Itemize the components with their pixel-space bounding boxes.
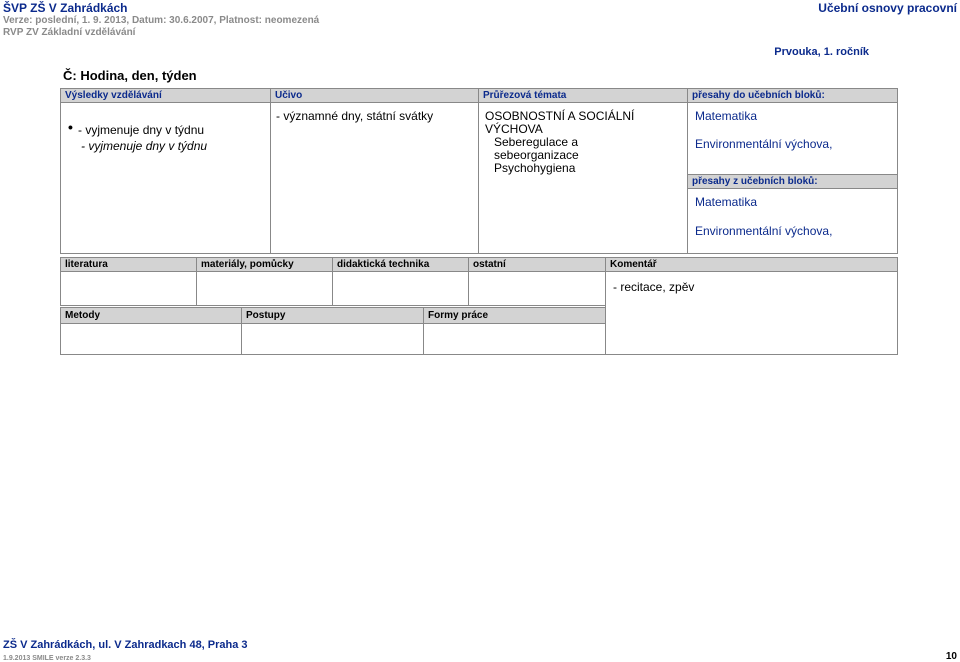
postupy-cell — [241, 323, 424, 355]
header-presahy-z: přesahy z učebních bloků: — [688, 174, 897, 189]
prurez-item: sebeorganizace — [494, 148, 579, 162]
metody-cell — [60, 323, 242, 355]
header-materialy: materiály, pomůcky — [196, 257, 333, 272]
header-didakticka: didaktická technika — [332, 257, 469, 272]
header-presahy-do: přesahy do učebních bloků: — [687, 88, 898, 103]
header-formy-prace: Formy práce — [423, 307, 606, 324]
header-ucivo: Učivo — [270, 88, 479, 103]
header-metody: Metody — [60, 307, 242, 324]
rvp-line: RVP ZV Základní vzdělávání — [3, 27, 136, 38]
presahy-z-item: Matematika — [695, 195, 758, 209]
header-vysledky: Výsledky vzdělávání — [60, 88, 271, 103]
prurez-item: Seberegulace a — [494, 135, 579, 149]
grade-label: Prvouka, 1. ročník — [774, 46, 869, 58]
presahy-do-item: Environmentální výchova, — [695, 137, 833, 151]
vysledky-cell — [60, 102, 271, 254]
presahy-cell — [687, 102, 898, 254]
header-komentar: Komentář — [605, 257, 898, 272]
presahy-do-item: Matematika — [695, 109, 758, 123]
header-prurezova: Průřezová témata — [478, 88, 688, 103]
prurez-item: Psychohygiena — [494, 161, 576, 175]
footer-smile: 1.9.2013 SMILE verze 2.3.3 — [3, 655, 91, 662]
prurezova-cell — [478, 102, 688, 254]
footer-address: ZŠ V Zahrádkách, ul. V Zahradkach 48, Praha 3 — [3, 639, 248, 651]
komentar-text: - recitace, zpěv — [613, 280, 695, 294]
school-title: ŠVP ZŠ V Zahrádkách — [3, 1, 128, 15]
header-postupy: Postupy — [241, 307, 424, 324]
header-literatura: literatura — [60, 257, 197, 272]
ucivo-item: - významné dny, státní svátky — [276, 109, 434, 123]
komentar-cell — [605, 271, 898, 355]
materialy-cell — [196, 271, 333, 306]
presahy-z-item: Environmentální výchova, — [695, 224, 833, 238]
ostatni-cell — [468, 271, 606, 306]
section-title: Č: Hodina, den, týden — [63, 68, 197, 83]
header-ostatni: ostatní — [468, 257, 606, 272]
page-number: 10 — [945, 651, 957, 662]
prurez-title-line1: OSOBNOSTNÍ A SOCIÁLNÍ — [485, 109, 635, 123]
didakticka-cell — [332, 271, 469, 306]
ucivo-cell — [270, 102, 479, 254]
prurez-title-line2: VÝCHOVA — [485, 122, 543, 136]
literatura-cell — [60, 271, 197, 306]
version-line: Verze: poslední, 1. 9. 2013, Datum: 30.6.2007, Platnost: neomezená — [3, 15, 320, 26]
formy-prace-cell — [423, 323, 606, 355]
vysledky-item: - vyjmenuje dny v týdnu — [78, 123, 205, 137]
doc-type: Učební osnovy pracovní — [818, 1, 957, 15]
vysledky-item-italic: - vyjmenuje dny v týdnu — [81, 139, 208, 153]
bullet: • — [68, 119, 73, 135]
